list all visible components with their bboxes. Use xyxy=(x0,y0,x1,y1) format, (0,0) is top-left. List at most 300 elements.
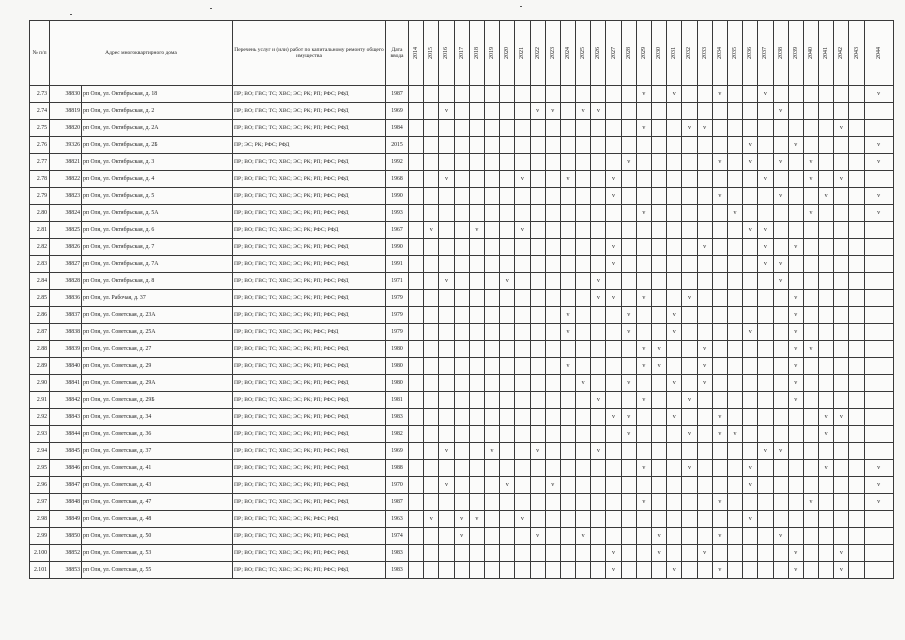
house-address: рп Оля, ул. Октябрьская, д. 7А xyxy=(82,256,233,273)
year-cell xyxy=(591,477,606,494)
year-built: 1984 xyxy=(386,120,409,137)
year-cell xyxy=(788,443,803,460)
year-cell xyxy=(409,188,424,205)
year-check-mark: v xyxy=(606,188,621,205)
year-check-mark: v xyxy=(864,460,893,477)
year-cell xyxy=(682,222,697,239)
year-check-mark: v xyxy=(469,511,484,528)
year-cell xyxy=(803,188,818,205)
year-cell xyxy=(743,528,758,545)
year-cell xyxy=(545,460,560,477)
year-cell xyxy=(667,426,682,443)
row-number: 2.86 xyxy=(30,307,50,324)
year-cell xyxy=(500,392,515,409)
year-built: 1980 xyxy=(386,341,409,358)
year-cell xyxy=(469,375,484,392)
year-cell xyxy=(819,103,834,120)
year-cell xyxy=(682,324,697,341)
year-cell xyxy=(682,443,697,460)
year-cell xyxy=(667,273,682,290)
year-check-mark: v xyxy=(758,256,773,273)
year-cell xyxy=(849,154,864,171)
year-check-mark: v xyxy=(545,477,560,494)
year-cell xyxy=(500,443,515,460)
year-cell xyxy=(591,511,606,528)
header-year-label: 2016 xyxy=(443,47,450,59)
year-cell xyxy=(500,426,515,443)
year-cell xyxy=(727,171,742,188)
header-year-label: 2036 xyxy=(747,47,754,59)
year-cell xyxy=(788,528,803,545)
year-cell xyxy=(819,562,834,579)
row-number: 2.82 xyxy=(30,239,50,256)
year-cell xyxy=(652,239,667,256)
row-number: 2.90 xyxy=(30,375,50,392)
year-cell xyxy=(819,137,834,154)
year-cell xyxy=(454,188,469,205)
year-cell xyxy=(500,222,515,239)
house-id: 38824 xyxy=(50,205,82,222)
year-cell xyxy=(469,409,484,426)
year-cell xyxy=(773,511,788,528)
year-check-mark: v xyxy=(652,341,667,358)
table-row xyxy=(30,273,894,290)
year-cell xyxy=(545,562,560,579)
year-cell xyxy=(454,341,469,358)
year-cell xyxy=(591,375,606,392)
house-address: рп Оля, ул. Октябрьская, д. 6 xyxy=(82,222,233,239)
year-cell xyxy=(439,494,454,511)
year-cell xyxy=(864,375,893,392)
year-cell xyxy=(576,222,591,239)
year-cell xyxy=(515,103,530,120)
year-check-mark: v xyxy=(788,545,803,562)
works-list: ПР; ВО; ГВС; ТС; ХВС; ЭС; РК; РП; РФС; РФД xyxy=(233,154,386,171)
year-check-mark: v xyxy=(606,290,621,307)
year-check-mark: v xyxy=(424,511,439,528)
year-cell xyxy=(621,562,636,579)
year-cell xyxy=(424,562,439,579)
year-cell xyxy=(652,477,667,494)
year-built: 1963 xyxy=(386,511,409,528)
year-cell xyxy=(484,171,499,188)
year-check-mark: v xyxy=(454,528,469,545)
year-cell xyxy=(500,460,515,477)
year-cell xyxy=(500,137,515,154)
year-cell xyxy=(409,307,424,324)
year-cell xyxy=(484,477,499,494)
year-check-mark: v xyxy=(560,324,575,341)
year-cell xyxy=(606,324,621,341)
year-cell xyxy=(515,205,530,222)
year-cell xyxy=(712,545,727,562)
year-cell xyxy=(682,562,697,579)
year-cell xyxy=(819,86,834,103)
year-cell xyxy=(727,341,742,358)
header-year-label: 2027 xyxy=(610,47,617,59)
year-cell xyxy=(803,545,818,562)
house-address: рп Оля, ул. Советская, д. 36 xyxy=(82,426,233,443)
year-cell xyxy=(636,528,651,545)
year-cell xyxy=(773,358,788,375)
year-cell xyxy=(727,375,742,392)
year-cell xyxy=(530,307,545,324)
header-year-label: 2022 xyxy=(534,47,541,59)
year-cell xyxy=(469,205,484,222)
year-check-mark: v xyxy=(484,443,499,460)
house-address: рп Оля, ул. Октябрьская, д. 2А xyxy=(82,120,233,137)
year-cell xyxy=(576,477,591,494)
works-list: ПР; ВО; ГВС; ТС; ХВС; ЭС; РК; РП; РФС; РФД xyxy=(233,477,386,494)
year-cell xyxy=(727,494,742,511)
year-cell xyxy=(667,239,682,256)
year-cell xyxy=(606,120,621,137)
year-cell xyxy=(667,341,682,358)
header-year-2040 xyxy=(803,21,818,86)
header-year-label: 2034 xyxy=(716,47,723,59)
scan-speck xyxy=(70,14,72,15)
year-check-mark: v xyxy=(834,545,849,562)
year-cell xyxy=(469,528,484,545)
year-cell xyxy=(849,511,864,528)
year-cell xyxy=(409,426,424,443)
year-cell xyxy=(849,256,864,273)
year-cell xyxy=(469,324,484,341)
year-cell xyxy=(697,460,712,477)
year-cell xyxy=(727,154,742,171)
row-number: 2.93 xyxy=(30,426,50,443)
year-cell xyxy=(819,290,834,307)
year-check-mark: v xyxy=(788,307,803,324)
year-cell xyxy=(834,358,849,375)
year-cell xyxy=(819,324,834,341)
year-cell xyxy=(500,171,515,188)
year-cell xyxy=(469,137,484,154)
header-year-2019 xyxy=(484,21,499,86)
year-check-mark: v xyxy=(439,171,454,188)
year-check-mark: v xyxy=(636,358,651,375)
year-cell xyxy=(819,307,834,324)
year-cell xyxy=(515,358,530,375)
header-year-2033 xyxy=(697,21,712,86)
year-cell xyxy=(515,392,530,409)
year-cell xyxy=(591,341,606,358)
year-check-mark: v xyxy=(743,511,758,528)
year-cell xyxy=(530,256,545,273)
year-check-mark: v xyxy=(500,273,515,290)
year-check-mark: v xyxy=(576,528,591,545)
table-row xyxy=(30,460,894,477)
year-check-mark: v xyxy=(712,426,727,443)
year-cell xyxy=(606,103,621,120)
year-cell xyxy=(545,426,560,443)
house-id: 38849 xyxy=(50,511,82,528)
year-cell xyxy=(409,409,424,426)
year-cell xyxy=(712,341,727,358)
year-check-mark: v xyxy=(788,239,803,256)
header-year-2029 xyxy=(636,21,651,86)
year-cell xyxy=(439,409,454,426)
row-number: 2.73 xyxy=(30,86,50,103)
year-cell xyxy=(864,120,893,137)
year-cell xyxy=(439,358,454,375)
year-cell xyxy=(727,307,742,324)
year-cell xyxy=(606,528,621,545)
house-id: 38828 xyxy=(50,273,82,290)
year-cell xyxy=(727,358,742,375)
house-id: 38843 xyxy=(50,409,82,426)
year-cell xyxy=(515,239,530,256)
year-cell xyxy=(530,290,545,307)
header-year-2030 xyxy=(652,21,667,86)
year-cell xyxy=(439,392,454,409)
year-cell xyxy=(500,562,515,579)
house-address: рп Оля, ул. Октябрьская, д. 8 xyxy=(82,273,233,290)
house-address: рп Оля, ул. Советская, д. 34 xyxy=(82,409,233,426)
year-built: 1993 xyxy=(386,205,409,222)
year-cell xyxy=(621,477,636,494)
year-cell xyxy=(454,86,469,103)
year-cell xyxy=(667,290,682,307)
year-cell xyxy=(591,188,606,205)
year-check-mark: v xyxy=(773,256,788,273)
year-check-mark: v xyxy=(515,171,530,188)
year-cell xyxy=(834,137,849,154)
year-cell xyxy=(834,477,849,494)
year-cell xyxy=(560,188,575,205)
year-cell xyxy=(697,528,712,545)
header-year-label: 2037 xyxy=(762,47,769,59)
year-cell xyxy=(834,375,849,392)
year-cell xyxy=(424,188,439,205)
year-check-mark: v xyxy=(454,511,469,528)
year-check-mark: v xyxy=(743,137,758,154)
year-cell xyxy=(864,409,893,426)
year-cell xyxy=(560,103,575,120)
year-cell xyxy=(500,324,515,341)
works-list: ПР; ВО; ГВС; ТС; ХВС; ЭС; РК; РП; РФС; РФД xyxy=(233,256,386,273)
year-cell xyxy=(849,239,864,256)
year-cell xyxy=(591,426,606,443)
header-year-2014 xyxy=(409,21,424,86)
year-cell xyxy=(409,205,424,222)
year-cell xyxy=(652,494,667,511)
year-check-mark: v xyxy=(530,443,545,460)
year-cell xyxy=(591,205,606,222)
year-check-mark: v xyxy=(758,222,773,239)
row-number: 2.80 xyxy=(30,205,50,222)
year-cell xyxy=(560,222,575,239)
year-cell xyxy=(636,477,651,494)
year-cell xyxy=(591,137,606,154)
year-cell xyxy=(788,120,803,137)
year-cell xyxy=(484,392,499,409)
year-cell xyxy=(439,307,454,324)
year-cell xyxy=(454,375,469,392)
year-check-mark: v xyxy=(667,375,682,392)
year-cell xyxy=(469,460,484,477)
header-year-2039 xyxy=(788,21,803,86)
year-cell xyxy=(849,120,864,137)
year-cell xyxy=(454,477,469,494)
year-cell xyxy=(621,290,636,307)
year-cell xyxy=(636,511,651,528)
year-cell xyxy=(500,154,515,171)
house-id: 38841 xyxy=(50,375,82,392)
year-cell xyxy=(439,205,454,222)
year-cell xyxy=(454,103,469,120)
row-number: 2.92 xyxy=(30,409,50,426)
year-cell xyxy=(424,494,439,511)
year-cell xyxy=(697,256,712,273)
table-row xyxy=(30,443,894,460)
row-number: 2.91 xyxy=(30,392,50,409)
year-cell xyxy=(819,120,834,137)
year-cell xyxy=(667,188,682,205)
year-cell xyxy=(621,222,636,239)
year-cell xyxy=(576,443,591,460)
year-cell xyxy=(409,103,424,120)
year-cell xyxy=(454,494,469,511)
year-cell xyxy=(484,273,499,290)
house-id: 39326 xyxy=(50,137,82,154)
year-check-mark: v xyxy=(621,409,636,426)
house-id: 38823 xyxy=(50,188,82,205)
year-check-mark: v xyxy=(636,205,651,222)
year-built: 1981 xyxy=(386,392,409,409)
year-cell xyxy=(545,239,560,256)
year-check-mark: v xyxy=(439,443,454,460)
year-cell xyxy=(819,545,834,562)
year-cell xyxy=(743,171,758,188)
year-cell xyxy=(697,511,712,528)
year-cell xyxy=(454,562,469,579)
year-cell xyxy=(636,375,651,392)
year-cell xyxy=(773,290,788,307)
year-cell xyxy=(560,205,575,222)
year-cell xyxy=(697,392,712,409)
year-cell xyxy=(530,86,545,103)
house-id: 38846 xyxy=(50,460,82,477)
year-cell xyxy=(712,358,727,375)
header-year-2037 xyxy=(758,21,773,86)
table-body xyxy=(30,86,894,579)
year-cell xyxy=(591,528,606,545)
year-cell xyxy=(560,120,575,137)
year-cell xyxy=(727,545,742,562)
year-cell xyxy=(621,256,636,273)
year-built: 1983 xyxy=(386,562,409,579)
year-check-mark: v xyxy=(636,120,651,137)
header-year-2026 xyxy=(591,21,606,86)
year-cell xyxy=(667,528,682,545)
year-cell xyxy=(530,375,545,392)
year-cell xyxy=(576,494,591,511)
year-cell xyxy=(758,137,773,154)
year-cell xyxy=(515,443,530,460)
year-check-mark: v xyxy=(712,528,727,545)
year-cell xyxy=(712,222,727,239)
year-cell xyxy=(621,494,636,511)
year-cell xyxy=(484,154,499,171)
row-number: 2.84 xyxy=(30,273,50,290)
year-cell xyxy=(500,494,515,511)
year-cell xyxy=(819,358,834,375)
year-cell xyxy=(439,545,454,562)
year-check-mark: v xyxy=(530,103,545,120)
year-check-mark: v xyxy=(864,154,893,171)
header-year-label: 2018 xyxy=(473,47,480,59)
year-cell xyxy=(652,375,667,392)
header-year-label: 2031 xyxy=(671,47,678,59)
year-cell xyxy=(515,341,530,358)
house-address: рп Оля, ул. Советская, д. 43 xyxy=(82,477,233,494)
year-cell xyxy=(454,460,469,477)
year-cell xyxy=(697,103,712,120)
row-number: 2.99 xyxy=(30,528,50,545)
year-cell xyxy=(484,460,499,477)
year-cell xyxy=(682,154,697,171)
year-cell xyxy=(515,528,530,545)
year-cell xyxy=(424,443,439,460)
year-cell xyxy=(697,477,712,494)
year-cell xyxy=(576,460,591,477)
year-check-mark: v xyxy=(591,273,606,290)
year-cell xyxy=(636,426,651,443)
house-id: 38853 xyxy=(50,562,82,579)
year-cell xyxy=(682,409,697,426)
year-cell xyxy=(758,477,773,494)
year-check-mark: v xyxy=(682,120,697,137)
header-year-label: 2026 xyxy=(595,47,602,59)
header-year-2041 xyxy=(819,21,834,86)
year-cell xyxy=(576,562,591,579)
year-cell xyxy=(712,103,727,120)
header-year-label: 2040 xyxy=(807,47,814,59)
year-cell xyxy=(712,273,727,290)
year-cell xyxy=(819,273,834,290)
house-id: 38837 xyxy=(50,307,82,324)
table-row xyxy=(30,188,894,205)
year-cell xyxy=(469,426,484,443)
year-cell xyxy=(697,273,712,290)
year-cell xyxy=(409,290,424,307)
year-cell xyxy=(667,477,682,494)
year-cell xyxy=(682,511,697,528)
year-cell xyxy=(530,205,545,222)
year-cell xyxy=(621,358,636,375)
year-cell xyxy=(515,460,530,477)
year-check-mark: v xyxy=(712,154,727,171)
year-cell xyxy=(439,460,454,477)
year-cell xyxy=(712,375,727,392)
year-cell xyxy=(758,188,773,205)
year-cell xyxy=(576,341,591,358)
year-check-mark: v xyxy=(621,154,636,171)
year-cell xyxy=(834,86,849,103)
year-cell xyxy=(819,477,834,494)
year-cell xyxy=(849,273,864,290)
year-cell xyxy=(834,460,849,477)
year-cell xyxy=(652,426,667,443)
year-cell xyxy=(424,477,439,494)
house-address: рп Оля, ул. Советская, д. 29А xyxy=(82,375,233,392)
year-cell xyxy=(409,443,424,460)
header-year-label: 2023 xyxy=(549,47,556,59)
year-cell xyxy=(545,494,560,511)
year-cell xyxy=(864,324,893,341)
year-cell xyxy=(773,307,788,324)
